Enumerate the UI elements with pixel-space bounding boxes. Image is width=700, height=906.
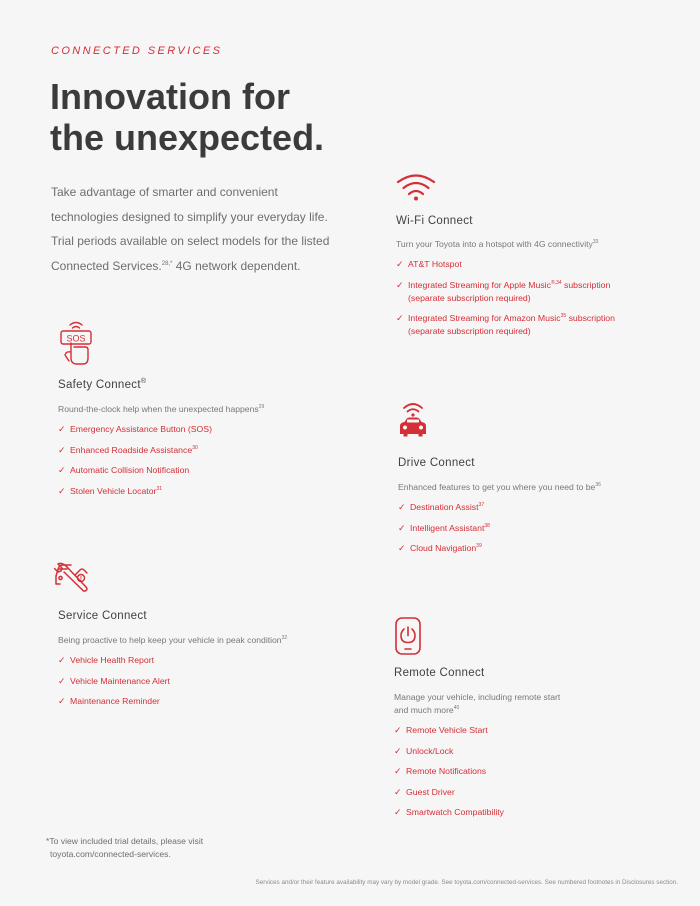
checkmark-icon: ✓ xyxy=(58,444,66,455)
list-item xyxy=(394,806,560,819)
checkmark-icon: ✓ xyxy=(394,766,402,776)
list-item xyxy=(58,695,287,708)
description-line-1: Manage your vehicle, including remote start xyxy=(394,692,561,702)
checkmark-icon: ✓ xyxy=(394,725,402,735)
headline-line-2: the unexpected. xyxy=(50,117,325,158)
intro-line-4-text: Connected Services. xyxy=(51,258,162,273)
list-item xyxy=(394,724,560,737)
checkmark-icon: ✓ xyxy=(394,745,402,756)
car-wrench-icon xyxy=(54,562,92,592)
list-item xyxy=(58,654,287,667)
list-item xyxy=(58,485,264,498)
item-text: Intelligent Assistant xyxy=(410,522,485,533)
wifi-connect-section xyxy=(396,172,615,346)
checkmark-icon: ✓ xyxy=(58,675,66,686)
item-text: Enhanced Roadside Assistance xyxy=(70,444,193,455)
feature-list xyxy=(396,258,615,338)
item-text-cont: subscription xyxy=(566,313,615,323)
section-description xyxy=(58,403,264,416)
footnote-ref: 39 xyxy=(476,543,482,550)
section-description xyxy=(58,634,287,647)
description-text: Round-the-clock help when the unexpected happens xyxy=(58,404,259,414)
svg-text:SOS: SOS xyxy=(66,333,86,344)
trademark-mark: ® xyxy=(140,378,147,386)
intro-line-4-end: 4G network dependent. xyxy=(172,258,301,273)
item-text: Integrated Streaming for Amazon Music xyxy=(408,313,561,323)
footnote-ref: 30 xyxy=(192,444,198,451)
svg-text:!: ! xyxy=(79,575,83,583)
footnote-ref: 35 xyxy=(560,313,567,320)
footnote-ref: 40 xyxy=(453,705,460,712)
description-text: and much more xyxy=(394,705,454,715)
checkmark-icon: ✓ xyxy=(396,279,404,290)
footnote-ref: ®,34 xyxy=(550,279,562,286)
list-item xyxy=(394,765,560,778)
item-text: Guest Driver xyxy=(406,786,455,797)
footnote-ref: 31 xyxy=(156,485,163,492)
item-text: Destination Assist xyxy=(410,502,479,512)
list-item xyxy=(396,258,615,271)
intro-line-2: technologies designed to simplify your everyday life. xyxy=(51,209,328,224)
footnote-ref: 33 xyxy=(592,239,599,246)
footnote-ref: 32 xyxy=(281,635,288,642)
item-text: Stolen Vehicle Locator xyxy=(70,485,157,496)
footnote-ref: 28,* xyxy=(161,260,173,267)
list-item xyxy=(58,423,264,436)
checkmark-icon: ✓ xyxy=(398,502,406,512)
checkmark-icon: ✓ xyxy=(58,655,66,665)
footnote-ref: 37 xyxy=(478,502,485,509)
checkmark-icon: ✓ xyxy=(396,259,404,269)
section-title: Remote Connect xyxy=(394,667,485,679)
page-headline xyxy=(50,76,470,158)
section-title: Drive Connect xyxy=(398,457,475,469)
checkmark-icon: ✓ xyxy=(58,696,66,706)
item-line xyxy=(408,279,615,292)
item-text: AT&T Hotspot xyxy=(408,259,462,269)
checkmark-icon: ✓ xyxy=(396,313,404,323)
section-title: Wi-Fi Connect xyxy=(396,215,473,227)
section-title xyxy=(58,379,264,391)
remote-connect-section xyxy=(394,616,560,827)
item-text: Unlock/Lock xyxy=(406,745,454,756)
section-title: Service Connect xyxy=(58,610,147,622)
checkmark-icon: ✓ xyxy=(398,543,406,553)
sos-icon xyxy=(58,320,94,366)
checkmark-icon: ✓ xyxy=(58,485,66,496)
item-text: Integrated Streaming for Apple Music xyxy=(408,279,551,290)
feature-list xyxy=(394,724,560,819)
item-text-cont: subscription xyxy=(561,279,611,290)
footnote-ref: 38 xyxy=(484,522,490,529)
list-item xyxy=(394,786,560,799)
item-text: Cloud Navigation xyxy=(410,543,477,553)
checkmark-icon: ✓ xyxy=(58,465,66,475)
intro-line-4 xyxy=(51,254,371,279)
list-item xyxy=(58,444,264,457)
item-text: Vehicle Maintenance Alert xyxy=(70,675,170,686)
list-item xyxy=(398,542,601,555)
trial-footnote xyxy=(46,835,203,861)
wifi-icon xyxy=(396,172,436,202)
feature-list xyxy=(58,423,264,498)
checkmark-icon: ✓ xyxy=(398,522,406,533)
checkmark-icon: ✓ xyxy=(58,424,66,434)
drive-connect-section xyxy=(398,402,601,563)
checkmark-icon: ✓ xyxy=(394,786,402,797)
item-text: Smartwatch Compatibility xyxy=(406,807,505,817)
description-text: Enhanced features to get you where you need to be xyxy=(398,482,596,492)
section-eyebrow: CONNECTED SERVICES xyxy=(51,45,223,57)
section-description xyxy=(394,691,560,717)
list-item xyxy=(58,464,264,477)
item-text: Maintenance Reminder xyxy=(70,696,160,706)
list-item xyxy=(396,312,615,338)
item-text-line-2: (separate subscription required) xyxy=(408,292,531,303)
footnote-line-1: *To view included trial details, please visit xyxy=(46,836,204,846)
section-description xyxy=(396,238,615,251)
connected-car-icon xyxy=(398,402,428,438)
description-text: Turn your Toyota into a hotspot with 4G connectivity xyxy=(396,239,593,249)
intro-paragraph xyxy=(51,180,371,278)
footnote-ref: 36 xyxy=(595,482,601,489)
list-item xyxy=(398,522,601,535)
list-item xyxy=(396,279,615,305)
checkmark-icon: ✓ xyxy=(394,807,402,817)
section-description xyxy=(398,481,601,494)
safety-connect-section xyxy=(58,320,264,505)
item-text: Automatic Collision Notification xyxy=(70,465,190,475)
item-text: Emergency Assistance Button (SOS) xyxy=(70,424,212,434)
item-line xyxy=(408,312,615,325)
list-item xyxy=(394,745,560,758)
footnote-line-2: toyota.com/connected-services. xyxy=(50,849,171,859)
key-fob-icon xyxy=(394,616,422,656)
intro-line-3: Trial periods available on select models for the listed xyxy=(51,234,330,248)
title-text: Safety Connect xyxy=(58,379,141,391)
description-line-2 xyxy=(394,704,560,717)
intro-line-1: Take advantage of smarter and convenient xyxy=(51,185,278,199)
feature-list xyxy=(398,501,601,555)
page-disclaimer: Services and/or their feature availability may vary by model grade. See toyota.com/connected-services. See numbered footnotes in Disclosures section. xyxy=(255,879,678,886)
item-text-line-2: (separate subscription required) xyxy=(408,326,531,336)
list-item xyxy=(398,501,601,514)
feature-list xyxy=(58,654,287,708)
list-item xyxy=(58,675,287,688)
headline-line-1: Innovation for xyxy=(50,76,290,117)
item-text: Remote Notifications xyxy=(406,766,487,776)
item-text: Vehicle Health Report xyxy=(70,655,155,665)
item-text: Remote Vehicle Start xyxy=(406,725,488,735)
service-connect-section xyxy=(54,562,287,716)
footnote-ref: 29 xyxy=(258,404,265,411)
description-text: Being proactive to help keep your vehicle in peak condition xyxy=(58,635,282,645)
